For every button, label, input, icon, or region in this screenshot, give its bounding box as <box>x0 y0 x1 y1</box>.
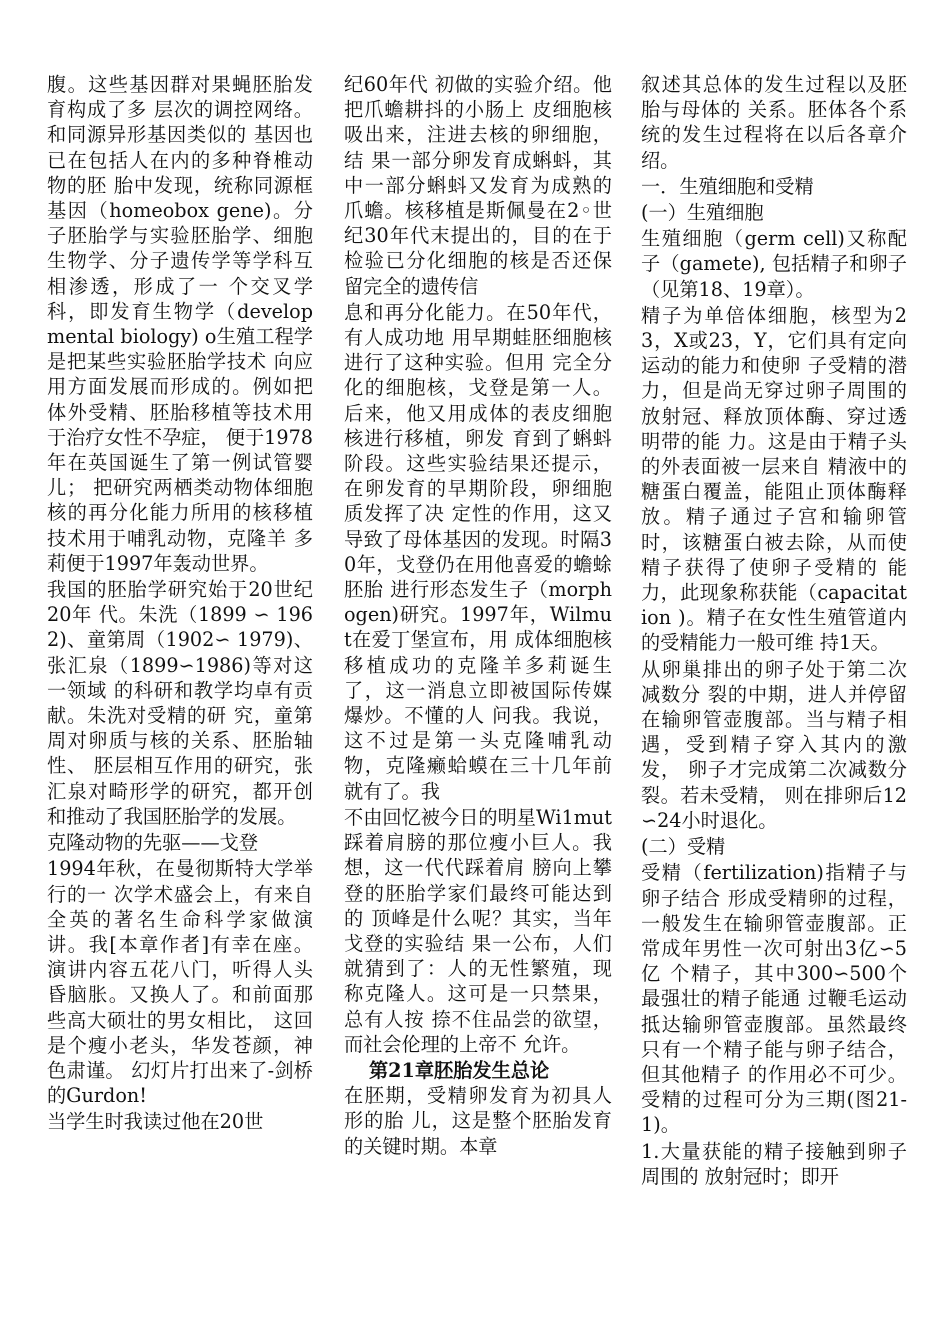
paragraph: 我国的胚胎学研究始于20世纪20年 代。朱洗（1899 ∽ 1962)、童第周（1902∽ 1979)、张汇泉（1899∽1986)等对这一领域 的科研和教学均卓有贡献。朱洗对受精的研 究，童第周对卵质与核的关系、胚胎轴性、 胚层相互作用的研究，张汇泉对畸形学的研究，都开创和推动了我国胚胎学的发展。 <box>47 578 313 828</box>
chapter-title: 第21章胚胎发生总论 <box>368 1058 550 1082</box>
subsection-heading: (二）受精 <box>641 835 726 859</box>
text-column-left <box>47 72 313 1136</box>
paragraph: 从卵巢排出的卵子处于第二次减数分 裂的中期，进人并停留在输卵管壶腹部。当与精子相遇，受到精子穿入其内的激发， 卵子才完成第二次减数分裂。若未受精， 则在排卵后12∽24小时退化。 <box>641 657 907 832</box>
paragraph: 息和再分化能力。在50年代，有人成功地 用早期蛙胚细胞核进行了这种实验。但用 完全分化的细胞核，戈登是第一人。后来，他又用成体的表皮细胞核进行移植，卵发 育到了蝌蚪阶段。这些实验结果还提示，在卵发育的早期阶段，卵细胞质发挥了决 定性的作用，这又导致了母体基因的发现。时隔30年，戈登仍在用他喜爱的蟾蜍胚胎 进行形态发生子（morphogen)研究。1997年，Wilmut在爱丁堡宣布，用 成体细胞核移植成功的克隆羊多莉诞生了，这一消息立即被国际传媒爆炒。不懂的人 问我。我说，这不过是第一头克隆哺乳动 物，克隆癞蛤蟆在三十几年前就有了。我 <box>344 300 612 803</box>
paragraph: 纪60年代 初做的实验介绍。他把爪蟾耕抖的小肠上 皮细胞核吸出来，注进去核的卵细胞，结 果一部分卵发育成蝌蚪，其中一部分蝌蚪又发育为成熟的爪蟾。核移植是斯佩曼在2◦世纪30年代末提出的，目的在于检验已分化细胞的核是否还保留完全的遗传信 <box>344 73 612 298</box>
paragraph: 精子为单倍体细胞，核型为23，X或23，Y，它们具有定向运动的能力和使卵 子受精的潜力，但是尚无穿过卵子周围的 放射冠、释放顶体酶、穿过透明带的能 力。这是由于精子头的外表面被一层来自 精液中的糖蛋白覆盖，能阻止顶体酶释放。精子通过子宫和输卵管时，该糖蛋白被去除，从而使精子获得了使卵子受精的 能力，此现象称获能（capacitation )。精子在女性生殖管道内的受精能力一般可维 持1天。 <box>641 303 907 655</box>
text-column-middle <box>344 72 612 1160</box>
paragraph: 在胚期，受精卵发育为初具人形的胎 儿，这是整个胚胎发育的关键时期。本章 <box>344 1084 612 1158</box>
paragraph: 生殖细胞（germ cell)又称配子（gamete), 包括精子和卵子（见第18、19章）。 <box>641 227 907 301</box>
paragraph: 受精（fertilization)指精子与卵子结合 形成受精卵的过程，一般发生在输卵管壶腹部。正常成年男性一次可射出3亿∽5亿 个精子，其中300∽500个最强壮的精子能通 过鞭毛运动抵达输卵管壶腹部。虽然最终 只有一个精子能与卵子结合，但其他精子 的作用必不可少。受精的过程可分为三期(图21-1)。 <box>641 861 907 1137</box>
paragraph: 腹。这些基因群对果蝇胚胎发育构成了多 层次的调控网络。和同源异形基因类似的 基因也已在包括人在内的多种脊椎动物的胚 胎中发现，统称同源框基因（homeobox gene)。分子胚胎学与实验胚胎学、细胞生物学、分子遗传学等学科互相渗透，形成了一 个交叉学科，即发育生物学（developmental biology) o生殖工程学是把某些实验胚胎学技术 向应用方面发展而形成的。例如把体外受精、胚胎移植等技术用于治疗女性不孕症， 便于1978年在英国诞生了第一例试管婴儿； 把研究两栖类动物体细胞核的再分化能力所用的核移植技术用于哺乳动物，克隆羊 多莉便于1997年轰动世界。 <box>47 73 313 575</box>
paragraph: 叙述其总体的发生过程以及胚胎与母体的 关系。胚体各个系统的发生过程将在以后各章介绍。 <box>641 73 907 172</box>
paragraph: 不由回忆被今日的明星Wi1mut踩着肩膀的那位瘦小巨人。我想，这一代代踩着肩 膀向上攀登的胚胎学家们最终可能达到的 顶峰是什么呢？其实，当年戈登的实验结 果一公布，人们就猜到了：人的无性繁殖，现称克隆人。这可是一只禁果，总有人按 捺不住品尝的欲望，而社会伦理的上帝不 允许。 <box>344 805 612 1056</box>
section-heading: 一．生殖细胞和受精 <box>641 174 814 198</box>
paragraph: 当学生时我读过他在20世 <box>47 1110 264 1134</box>
text-column-right <box>641 72 907 1190</box>
section-heading: 克隆动物的先驱——戈登 <box>47 831 259 855</box>
subsection-heading: (一）生殖细胞 <box>641 201 764 225</box>
paragraph: 1.大量获能的精子接触到卵子周围的 放射冠时；即开 <box>641 1139 907 1188</box>
paragraph: 1994年秋，在曼彻斯特大学举行的一 次学术盛会上，有来自全英的著名生命科学家做演讲。我[本章作者]有幸在座。 演讲内容五花八门，听得人头昏脑胀。又换人了。和前面那些高大硕壮的男女相比， 这回是个瘦小老头，华发苍颜，神色肃谨。 幻灯片打出来了-剑桥的Gurdon! <box>47 857 313 1108</box>
